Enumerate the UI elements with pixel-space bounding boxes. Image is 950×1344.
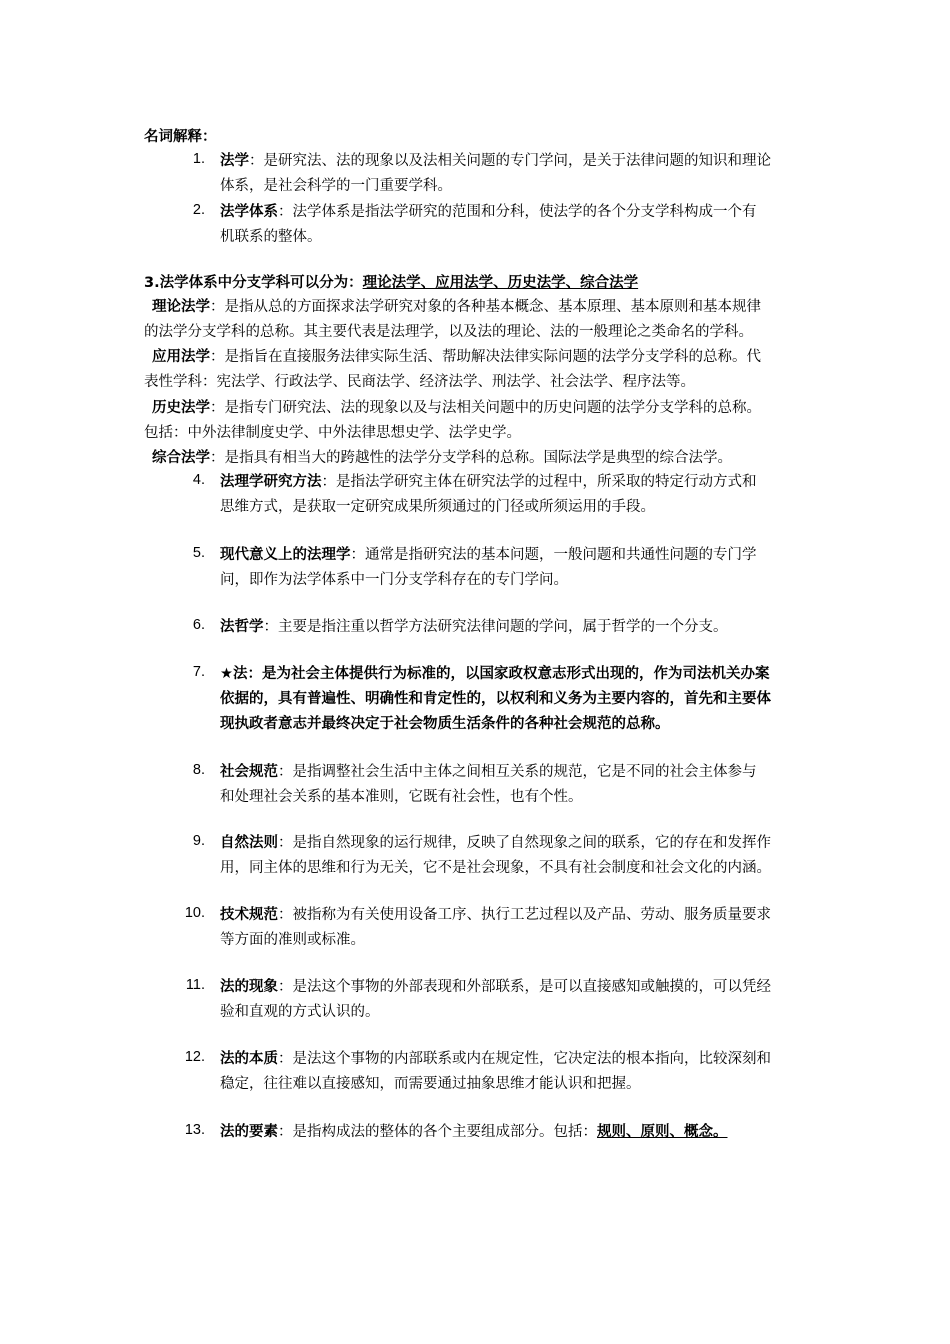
item-number: 10. xyxy=(184,905,205,921)
definition-item xyxy=(220,1122,728,1142)
definition-text: 的法学分支学科的总称。其主要代表是法理学，以及法的理论、法的一般理论之类命名的学科。 xyxy=(144,324,753,340)
item-number: 5. xyxy=(192,545,205,561)
definition-item xyxy=(220,664,770,684)
definition-item xyxy=(220,977,771,997)
definition-text: 思维方式，是获取一定研究成果所须通过的门径或所须运用的手段。 xyxy=(220,499,655,515)
definition-text: 机联系的整体。 xyxy=(220,229,322,245)
definition-text: ：是法这个事物的内部联系或内在规定性，它决定法的根本指向，比较深刻和 xyxy=(278,1051,771,1067)
term: 法的本质 xyxy=(220,1051,278,1067)
term: 法学体系 xyxy=(220,204,278,220)
definition-item xyxy=(220,151,771,171)
item-number: 7. xyxy=(192,664,205,680)
definition-item xyxy=(220,472,757,492)
definition-text: ：是指构成法的整体的各个主要组成部分。包括： xyxy=(278,1124,597,1140)
definition-text: 表性学科：宪法学、行政法学、民商法学、经济法学、刑法学、社会法学、程序法等。 xyxy=(144,374,695,390)
definition-text: ：是为社会主体提供行为标准的，以国家政权意志形式出现的，作为司法机关办案 xyxy=(247,666,770,682)
subject-paragraph xyxy=(152,448,732,468)
item-number: 6. xyxy=(192,617,205,633)
definition-text: 问，即作为法学体系中一门分支学科存在的专门学问。 xyxy=(220,572,568,588)
section-lead: 3.法学体系中分支学科可以分为： xyxy=(144,275,363,291)
term: 社会规范 xyxy=(220,764,278,780)
term: 技术规范 xyxy=(220,907,278,923)
underlined-elements: 规则、原则、概念。 xyxy=(597,1124,728,1140)
definition-item xyxy=(220,833,771,853)
definition-item xyxy=(220,202,757,222)
item-number: 8. xyxy=(192,762,205,778)
definition-item xyxy=(220,762,757,782)
definition-item xyxy=(220,617,728,637)
definition-text: 包括：中外法律制度史学、中外法律思想史学、法学史学。 xyxy=(144,425,521,441)
definition-text: 验和直观的方式认识的。 xyxy=(220,1004,380,1020)
definition-text: ：是指旨在直接服务法律实际生活、帮助解决法律实际问题的法学分支学科的总称。代 xyxy=(210,349,761,365)
term: 理论法学 xyxy=(152,299,210,315)
definition-text: ：是指从总的方面探求法学研究对象的各种基本概念、基本原理、基本原则和基本规律 xyxy=(210,299,761,315)
definition-text: 体系，是社会科学的一门重要学科。 xyxy=(220,178,452,194)
definition-text: ：是指专门研究法、法的现象以及与法相关问题中的历史问题的法学分支学科的总称。 xyxy=(210,400,761,416)
definition-text: ：主要是指注重以哲学方法研究法律问题的学问，属于哲学的一个分支。 xyxy=(263,619,728,635)
definition-text: 等方面的准则或标准。 xyxy=(220,932,365,948)
section-lead-underlined: 理论法学、应用法学、历史法学、综合法学 xyxy=(362,275,639,291)
heading: 名词解释： xyxy=(144,129,217,145)
term: 历史法学 xyxy=(152,400,210,416)
item-number: 12. xyxy=(184,1049,205,1065)
definition-text: ：法学体系是指法学研究的范围和分科，使法学的各个分支学科构成一个有 xyxy=(278,204,757,220)
definition-item xyxy=(220,545,757,565)
definition-text: ：被指称为有关使用设备工序、执行工艺过程以及产品、劳动、服务质量要求 xyxy=(278,907,771,923)
item-number: 9. xyxy=(192,833,205,849)
subject-paragraph xyxy=(152,398,761,418)
item-number: 13. xyxy=(184,1122,205,1138)
definition-item xyxy=(220,1049,771,1069)
term: 法哲学 xyxy=(220,619,264,635)
item-number: 4. xyxy=(192,472,205,488)
definition-text: ：是指调整社会生活中主体之间相互关系的规范，它是不同的社会主体参与 xyxy=(278,764,757,780)
definition-text: ：是法这个事物的外部表现和外部联系，是可以直接感知或触摸的，可以凭经 xyxy=(278,979,771,995)
star-term: ★法 xyxy=(220,666,248,682)
term: 法学 xyxy=(220,153,249,169)
term: 法的现象 xyxy=(220,979,278,995)
definition-text: ：是指具有相当大的跨越性的法学分支学科的总称。国际法学是典型的综合法学。 xyxy=(210,450,732,466)
term: 综合法学 xyxy=(152,450,210,466)
definition-text: 依据的，具有普遍性、明确性和肯定性的，以权利和义务为主要内容的，首先和主要体 xyxy=(220,691,771,707)
section-3-heading xyxy=(144,273,638,293)
item-number: 1. xyxy=(192,151,205,167)
definition-text: 现执政者意志并最终决定于社会物质生活条件的各种社会规范的总称。 xyxy=(220,716,670,732)
definition-text: 和处理社会关系的基本准则，它既有社会性，也有个性。 xyxy=(220,789,583,805)
subject-paragraph xyxy=(152,347,761,367)
definition-text: ：通常是指研究法的基本问题，一般问题和共通性问题的专门学 xyxy=(350,547,757,563)
term: 法的要素 xyxy=(220,1124,278,1140)
definition-item xyxy=(220,905,771,925)
definition-text: 用，同主体的思维和行为无关，它不是社会现象，不具有社会制度和社会文化的内涵。 xyxy=(220,860,771,876)
term: 现代意义上的法理学 xyxy=(220,547,351,563)
item-number: 2. xyxy=(192,202,205,218)
term: 应用法学 xyxy=(152,349,210,365)
item-number: 11. xyxy=(185,977,205,993)
term: 自然法则 xyxy=(220,835,278,851)
definition-text: ：是研究法、法的现象以及法相关问题的专门学问，是关于法律问题的知识和理论 xyxy=(249,153,771,169)
subject-paragraph xyxy=(152,297,761,317)
term: 法理学研究方法 xyxy=(220,474,322,490)
definition-text: ：是指法学研究主体在研究法学的过程中，所采取的特定行动方式和 xyxy=(321,474,757,490)
definition-text: ：是指自然现象的运行规律，反映了自然现象之间的联系，它的存在和发挥作 xyxy=(278,835,771,851)
definition-text: 稳定，往往难以直接感知，而需要通过抽象思维才能认识和把握。 xyxy=(220,1076,641,1092)
